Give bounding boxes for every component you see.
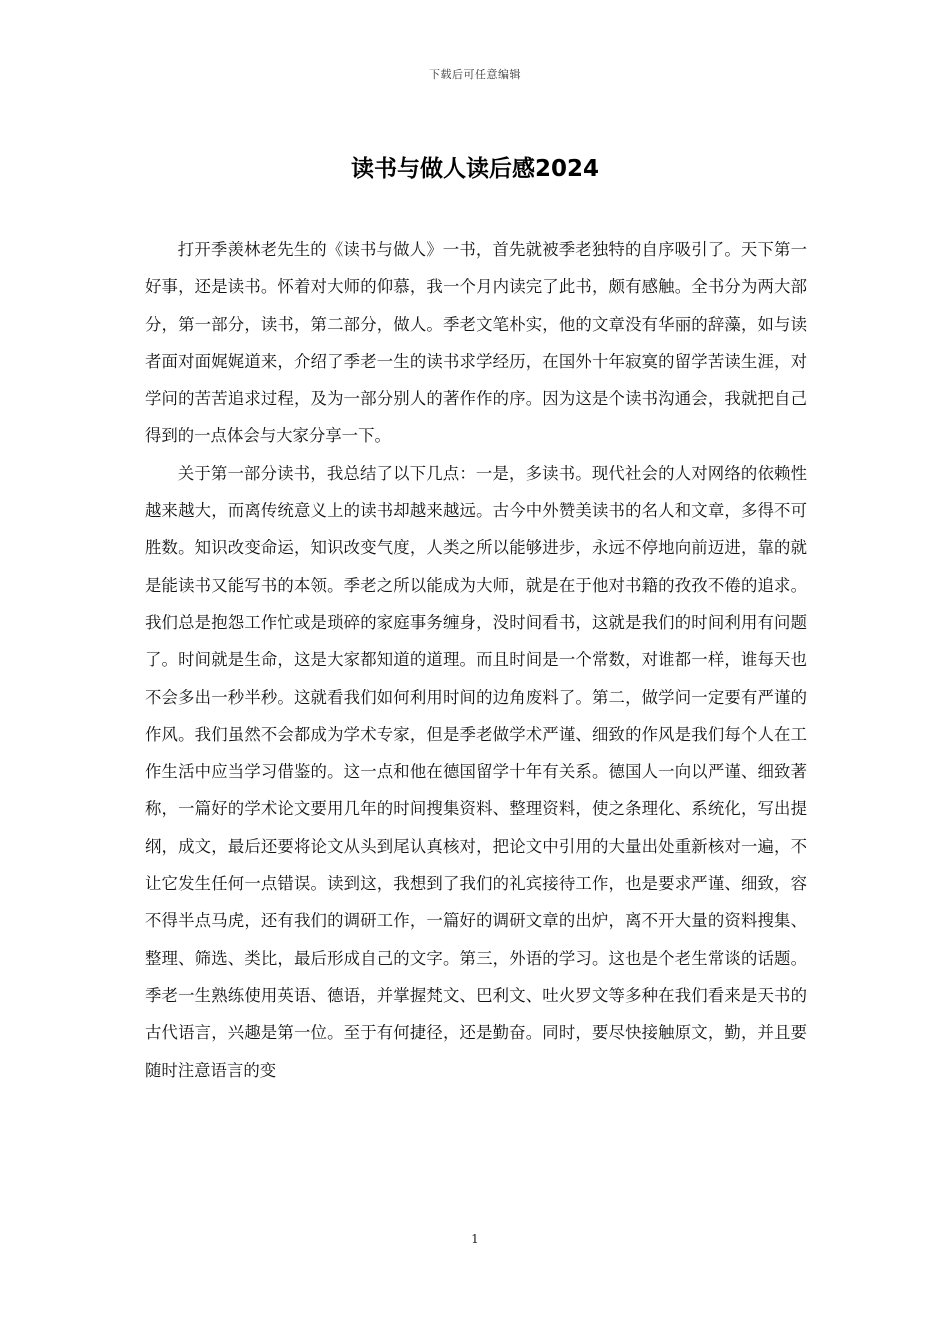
- header-note: 下载后可任意编辑: [429, 68, 521, 81]
- document-title: 读书与做人读后感2024: [350, 156, 599, 182]
- body-paragraph: 打开季羡林老先生的《读书与做人》一书，首先就被季老独特的自序吸引了。天下第一好事，还是读书。怀着对大师的仰慕，我一个月内读完了此书，颇有感触。全书分为两大部分，第一部分，读书，第二部分，做人。季老文笔朴实，他的文章没有华丽的辞藻，如与读者面对面娓娓道来，介绍了季老一生的读书求学经历，在国外十年寂寞的留学苦读生涯，对学问的苦苦追求过程，及为一部分别人的著作作的序。因为这是个读书沟通会，我就把自己得到的一点体会与大家分享一下。: [145, 240, 807, 446]
- body-paragraph: 关于第一部分读书，我总结了以下几点：一是，多读书。现代社会的人对网络的依赖性越来越大，而离传统意义上的读书却越来越远。古今中外赞美读书的名人和文章，多得不可胜数。知识改变命运，知识改变气度，人类之所以能够进步，永远不停地向前迈进，靠的就是能读书又能写书的本领。季老之所以能成为大师，就是在于他对书籍的孜孜不倦的追求。我们总是抱怨工作忙或是琐碎的家庭事务缠身，没时间看书，这就是我们的时间利用有问题了。时间就是生命，这是大家都知道的道理。而且时间是一个常数，对谁都一样，谁每天也不会多出一秒半秒。这就看我们如何利用时间的边角废料了。第二，做学问一定要有严谨的作风。我们虽然不会都成为学术专家，但是季老做学术严谨、细致的作风是我们每个人在工作生活中应当学习借鉴的。这一点和他在德国留学十年有关系。德国人一向以严谨、细致著称，一篇好的学术论文要用几年的时间搜集资料、整理资料，使之条理化、系统化，写出提纲，成文，最后还要将论文从头到尾认真核对，把论文中引用的大量出处重新核对一遍，不让它发生任何一点错误。读到这，我想到了我们的礼宾接待工作，也是要求严谨、细致，容不得半点马虎，还有我们的调研工作，一篇好的调研文章的出炉，离不开大量的资料搜集、整理、筛选、类比，最后形成自己的文字。第三，外语的学习。这也是个老生常谈的话题。季老一生熟练使用英语、德语，并掌握梵文、巴利文、吐火罗文等多种在我们看来是天书的古代语言，兴趣是第一位。至于有何捷径，还是勤奋。同时，要尽快接触原文，勤，并且要随时注意语言的变: [145, 463, 807, 1080]
- document-body: [145, 231, 807, 1089]
- page-number: 1: [471, 1232, 479, 1246]
